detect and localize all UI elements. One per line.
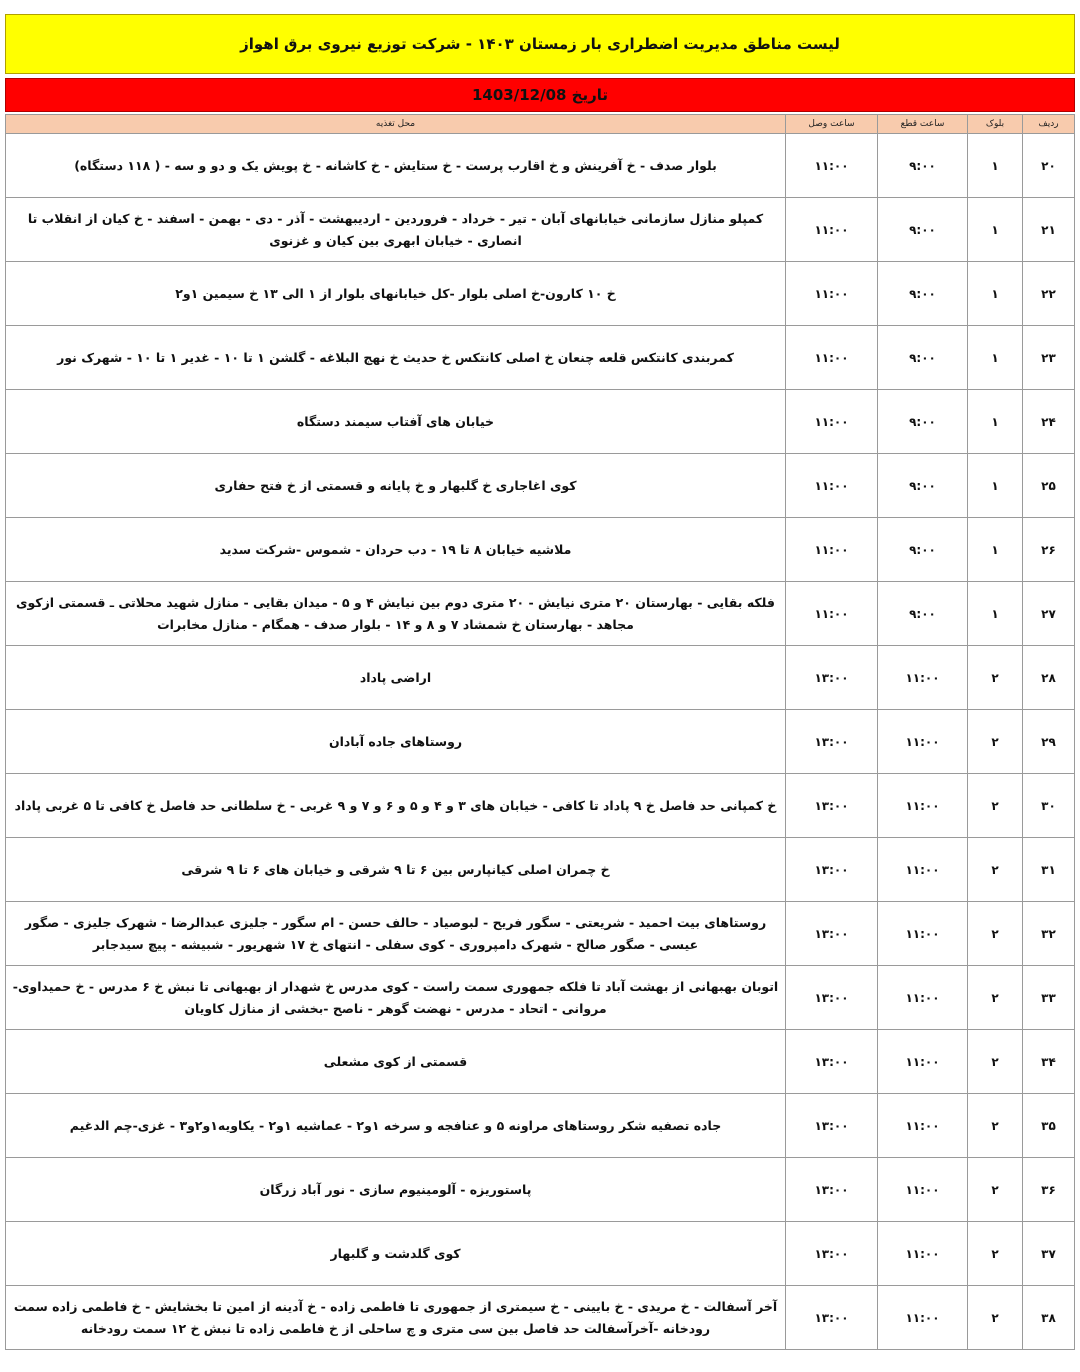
cell-connect-time: ۱۱:۰۰	[786, 518, 878, 582]
cell-row-number: ۲۵	[1023, 454, 1075, 518]
cell-block: ۲	[968, 902, 1023, 966]
cell-block: ۱	[968, 198, 1023, 262]
cell-block: ۲	[968, 646, 1023, 710]
cell-block: ۱	[968, 582, 1023, 646]
table-row	[6, 838, 1075, 902]
header-cut-time: ساعت قطع	[878, 115, 968, 134]
cell-cut-time: ۱۱:۰۰	[878, 1094, 968, 1158]
cell-block: ۱	[968, 262, 1023, 326]
table-row	[6, 262, 1075, 326]
table-row	[6, 1094, 1075, 1158]
header-connect-time: ساعت وصل	[786, 115, 878, 134]
cell-location: خ ۱۰ کارون-خ اصلی بلوار -کل خیابانهای بلوار از ۱ الی ۱۳ خ سیمین ۱و۲	[6, 262, 786, 326]
table-row	[6, 1222, 1075, 1286]
cell-cut-time: ۹:۰۰	[878, 582, 968, 646]
cell-row-number: ۲۱	[1023, 198, 1075, 262]
cell-row-number: ۲۹	[1023, 710, 1075, 774]
cell-cut-time: ۱۱:۰۰	[878, 1158, 968, 1222]
cell-connect-time: ۱۱:۰۰	[786, 134, 878, 198]
document-title: لیست مناطق مدیریت اضطراری بار زمستان ۱۴۰۳ - شرکت توزیع نیروی برق اهواز	[5, 14, 1075, 74]
header-block: بلوک	[968, 115, 1023, 134]
cell-block: ۱	[968, 134, 1023, 198]
table-header-row	[6, 115, 1075, 134]
cell-location: بلوار صدف - خ آفرینش و خ اقارب پرست - خ ستایش - خ کاشانه - خ پویش یک و دو و سه - ( ۱۱۸ دستگاه)	[6, 134, 786, 198]
cell-block: ۲	[968, 1222, 1023, 1286]
cell-block: ۲	[968, 1094, 1023, 1158]
table-row	[6, 1286, 1075, 1350]
cell-block: ۱	[968, 390, 1023, 454]
outage-table	[5, 114, 1075, 1350]
cell-row-number: ۲۸	[1023, 646, 1075, 710]
table-row	[6, 902, 1075, 966]
cell-block: ۱	[968, 518, 1023, 582]
table-row	[6, 582, 1075, 646]
cell-row-number: ۲۶	[1023, 518, 1075, 582]
cell-location: پاستوریزه - آلومینیوم سازی - نور آباد زرگان	[6, 1158, 786, 1222]
cell-cut-time: ۱۱:۰۰	[878, 1286, 968, 1350]
cell-row-number: ۲۳	[1023, 326, 1075, 390]
cell-row-number: ۲۰	[1023, 134, 1075, 198]
cell-block: ۲	[968, 1286, 1023, 1350]
cell-connect-time: ۱۳:۰۰	[786, 1030, 878, 1094]
cell-cut-time: ۱۱:۰۰	[878, 646, 968, 710]
cell-cut-time: ۹:۰۰	[878, 134, 968, 198]
cell-cut-time: ۱۱:۰۰	[878, 1030, 968, 1094]
cell-row-number: ۳۲	[1023, 902, 1075, 966]
table-row	[6, 1030, 1075, 1094]
cell-connect-time: ۱۱:۰۰	[786, 262, 878, 326]
cell-block: ۲	[968, 774, 1023, 838]
cell-location: کوی اغاجاری خ گلبهار و خ پایانه و قسمتی از خ فتح حفاری	[6, 454, 786, 518]
cell-connect-time: ۱۱:۰۰	[786, 390, 878, 454]
header-location: محل تغذیه	[6, 115, 786, 134]
cell-block: ۲	[968, 710, 1023, 774]
cell-block: ۲	[968, 1030, 1023, 1094]
cell-location: خیابان های آفتاب سیمند دستگاه	[6, 390, 786, 454]
cell-connect-time: ۱۱:۰۰	[786, 454, 878, 518]
cell-block: ۱	[968, 326, 1023, 390]
cell-location: جاده تصفیه شکر روستاهای مراونه ۵ و عنافجه و سرخه ۱و۲ - عماشیه ۱و۲ - یکاویه۱و۲و۳ - غزی-چم الدغیم	[6, 1094, 786, 1158]
table-row	[6, 646, 1075, 710]
table-row	[6, 518, 1075, 582]
cell-row-number: ۳۱	[1023, 838, 1075, 902]
cell-connect-time: ۱۱:۰۰	[786, 198, 878, 262]
cell-connect-time: ۱۳:۰۰	[786, 646, 878, 710]
table-row	[6, 454, 1075, 518]
cell-location: اتوبان بهبهانی از بهشت آباد تا فلکه جمهوری سمت راست - کوی مدرس خ شهدار از بهبهانی تا نبش خ ۶ مدرس - خ حمیداوی- مروانی - اتحاد - مدرس - نهضت گوهر - ناصح -بخشی از منازل کاویان	[6, 966, 786, 1030]
table-row	[6, 134, 1075, 198]
cell-row-number: ۳۸	[1023, 1286, 1075, 1350]
cell-connect-time: ۱۳:۰۰	[786, 774, 878, 838]
cell-location: خ کمپانی حد فاصل خ ۹ پاداد تا کافی - خیابان های ۳ و ۴ و ۵ و ۶ و ۷ و ۹ غربی - خ سلطانی حد فاصل خ کافی تا ۵ غربی پاداد	[6, 774, 786, 838]
table-row	[6, 198, 1075, 262]
cell-connect-time: ۱۳:۰۰	[786, 1286, 878, 1350]
cell-location: روستاهای بیت احمید - شریعتی - سگور فریح - لبوصیاد - حالف حسن - ام سگور - جلیزی عبدالرضا - شهرک جلیزی - صگور عیسی - صگور صالح - شهرک دامپروری - کوی سفلی - انتهای خ ۱۷ شهریور - شبیشه - پیچ سیدجابر	[6, 902, 786, 966]
cell-row-number: ۳۰	[1023, 774, 1075, 838]
cell-row-number: ۲۷	[1023, 582, 1075, 646]
cell-cut-time: ۹:۰۰	[878, 390, 968, 454]
table-row	[6, 1158, 1075, 1222]
cell-connect-time: ۱۳:۰۰	[786, 838, 878, 902]
cell-location: ملاشیه خیابان ۸ تا ۱۹ - دب حردان - شموس -شرکت سدید	[6, 518, 786, 582]
cell-row-number: ۳۵	[1023, 1094, 1075, 1158]
header-row-number: ردیف	[1023, 115, 1075, 134]
cell-block: ۲	[968, 1158, 1023, 1222]
cell-connect-time: ۱۳:۰۰	[786, 1158, 878, 1222]
cell-location: روستاهای جاده آبادان	[6, 710, 786, 774]
table-row	[6, 966, 1075, 1030]
cell-cut-time: ۹:۰۰	[878, 262, 968, 326]
cell-connect-time: ۱۱:۰۰	[786, 582, 878, 646]
cell-location: کمپلو منازل سازمانی خیابانهای آبان - تیر - خرداد - فروردین - اردیبهشت - آذر - دی - بهمن - اسفند - خ کیان از انقلاب تا انصاری - خیابان ابهری بین کیان و غزنوی	[6, 198, 786, 262]
cell-row-number: ۲۲	[1023, 262, 1075, 326]
schedule-sheet	[5, 14, 1075, 1350]
cell-cut-time: ۱۱:۰۰	[878, 1222, 968, 1286]
cell-location: کوی گلدشت و گلبهار	[6, 1222, 786, 1286]
table-row	[6, 326, 1075, 390]
cell-cut-time: ۱۱:۰۰	[878, 966, 968, 1030]
cell-cut-time: ۹:۰۰	[878, 326, 968, 390]
cell-cut-time: ۹:۰۰	[878, 198, 968, 262]
cell-location: خ چمران اصلی کیانپارس بین ۶ تا ۹ شرقی و خیابان های ۶ تا ۹ شرقی	[6, 838, 786, 902]
cell-connect-time: ۱۳:۰۰	[786, 710, 878, 774]
cell-row-number: ۳۷	[1023, 1222, 1075, 1286]
cell-block: ۱	[968, 454, 1023, 518]
cell-connect-time: ۱۳:۰۰	[786, 966, 878, 1030]
cell-cut-time: ۱۱:۰۰	[878, 710, 968, 774]
cell-connect-time: ۱۳:۰۰	[786, 902, 878, 966]
cell-cut-time: ۱۱:۰۰	[878, 902, 968, 966]
cell-location: قسمتی از کوی مشعلی	[6, 1030, 786, 1094]
cell-row-number: ۳۶	[1023, 1158, 1075, 1222]
cell-block: ۲	[968, 966, 1023, 1030]
cell-cut-time: ۹:۰۰	[878, 454, 968, 518]
cell-cut-time: ۹:۰۰	[878, 518, 968, 582]
table-row	[6, 710, 1075, 774]
cell-row-number: ۳۴	[1023, 1030, 1075, 1094]
cell-location: کمربندی کانتکس قلعه چنعان خ اصلی کانتکس خ حدیث خ نهج البلاغه - گلشن ۱ تا ۱۰ - غدیر ۱ تا ۱۰ - شهرک نور	[6, 326, 786, 390]
table-row	[6, 390, 1075, 454]
cell-location: آخر آسفالت - خ مریدی - خ بایینی - خ سیمتری از جمهوری تا فاطمی زاده - خ آدینه از امین تا بخشایش - خ فاطمی زاده سمت رودخانه -آخرآسفالت حد فاصل بین سی متری و چ ساحلی از خ فاطمی زاده تا نبش خ ۱۲ سمت رودخانه	[6, 1286, 786, 1350]
cell-cut-time: ۱۱:۰۰	[878, 838, 968, 902]
cell-cut-time: ۱۱:۰۰	[878, 774, 968, 838]
cell-location: اراضی پاداد	[6, 646, 786, 710]
cell-connect-time: ۱۳:۰۰	[786, 1222, 878, 1286]
table-row	[6, 774, 1075, 838]
cell-block: ۲	[968, 838, 1023, 902]
cell-location: فلکه بقایی - بهارستان ۲۰ متری نیایش - ۲۰ متری دوم بین نیایش ۴ و ۵ - میدان بقایی - منازل شهید محلاتی ـ قسمتی ازکوی مجاهد - بهارستان خ شمشاد ۷ و ۸ و ۱۴ - بلوار صدف - همگام - منازل مخابرات	[6, 582, 786, 646]
cell-connect-time: ۱۱:۰۰	[786, 326, 878, 390]
cell-row-number: ۳۳	[1023, 966, 1075, 1030]
cell-connect-time: ۱۳:۰۰	[786, 1094, 878, 1158]
date-banner: تاریخ 1403/12/08	[5, 78, 1075, 112]
cell-row-number: ۲۴	[1023, 390, 1075, 454]
